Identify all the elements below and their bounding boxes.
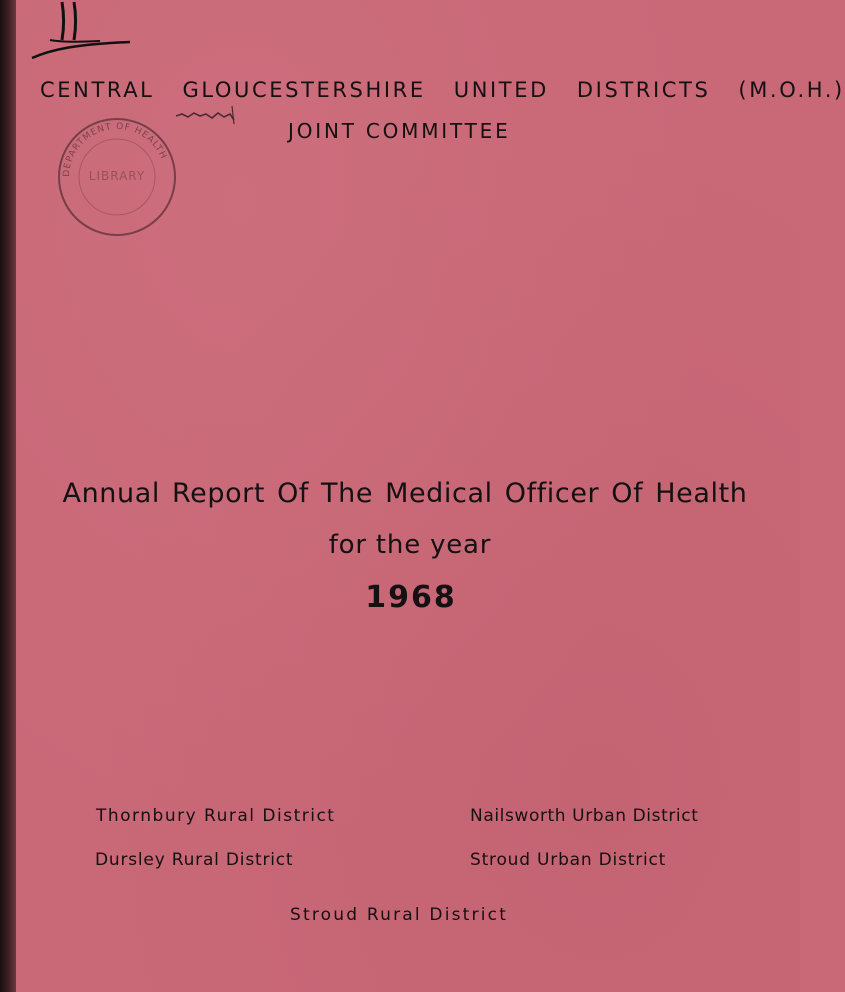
title-word: The [321,478,374,509]
title-word: Annual [62,478,160,509]
handwritten-mark-icon [20,0,140,62]
heading-word: UNITED [453,78,549,102]
report-year: 1968 [365,580,457,615]
district-dursley: Dursley Rural District [95,850,294,870]
title-word: Officer [504,478,600,509]
title-word: Of [611,478,644,509]
heading-word: GLOUCESTERSHIRE [182,78,426,102]
joint-committee-subtitle: JOINT COMMITTEE [288,119,511,143]
title-word: Health [655,478,748,509]
pen-scribble-icon [172,104,262,126]
heading-word: DISTRICTS [576,78,711,102]
district-thornbury: Thornbury Rural District [96,806,336,826]
title-word: Of [277,478,310,509]
for-the-year-label: for the year [328,530,492,560]
stamp-ring-text: DEPARTMENT OF HEALTH [61,121,169,178]
title-word: Medical [385,478,493,509]
district-stroud-urban: Stroud Urban District [470,850,667,870]
committee-heading [40,78,845,102]
library-stamp-icon [52,112,182,242]
stamp-center-text: LIBRARY [88,169,146,183]
heading-word: CENTRAL [40,78,155,102]
district-nailsworth: Nailsworth Urban District [470,806,699,826]
heading-word: (M.O.H.) [738,78,845,102]
district-stroud-rural: Stroud Rural District [290,905,509,925]
title-word: Report [171,478,266,509]
report-title [0,478,800,509]
